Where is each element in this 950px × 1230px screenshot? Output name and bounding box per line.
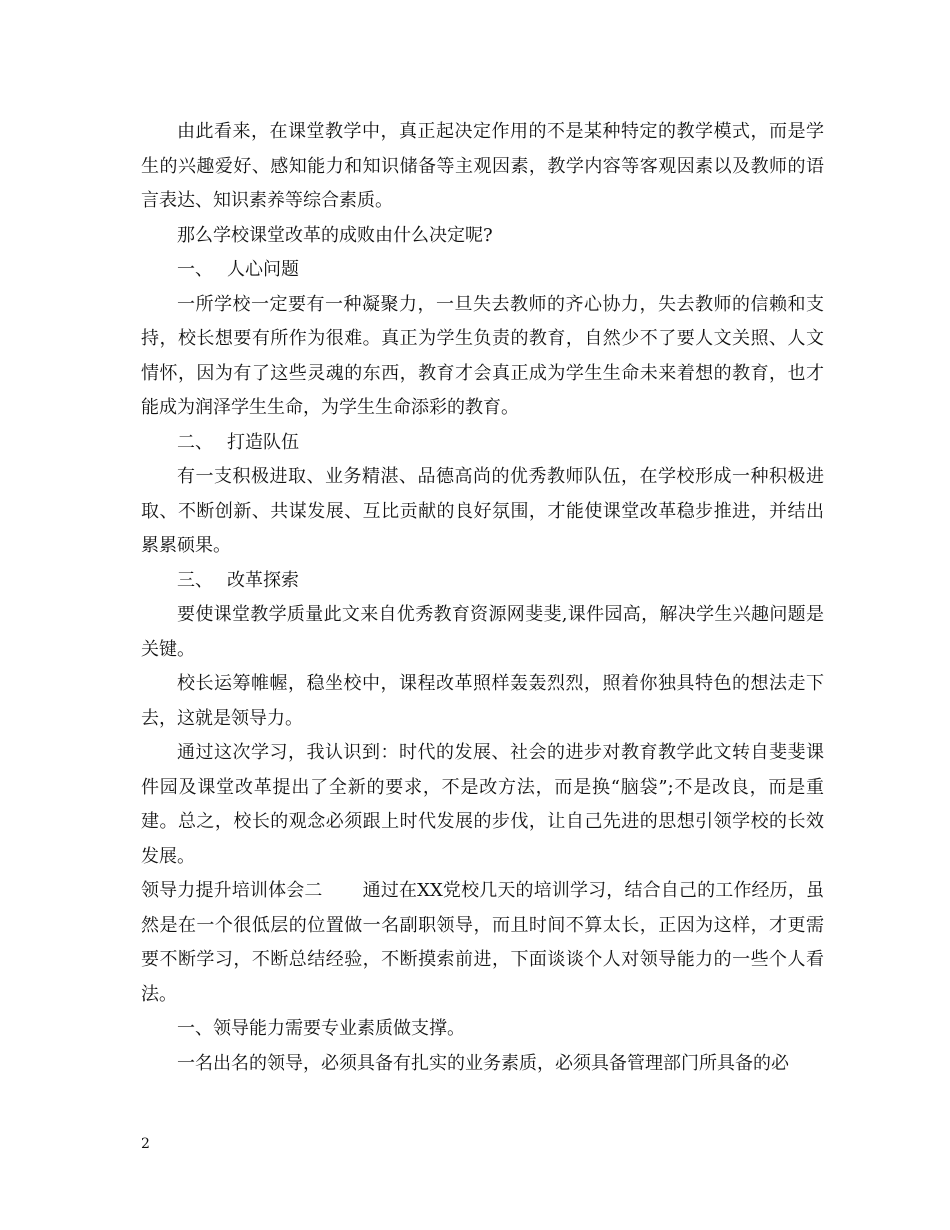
heading-1-number: 一、 <box>177 259 213 280</box>
section-intro: 通过在XX党校几天的培训学习，结合自己的工作经历，虽然是在一个很低层的位置做一名副职领导，而且时间不算太长，正因为这样，才更需要不断学习，不断总结经验，不断摸索前进，下面谈谈个人对领导能力的一些个人看法。 <box>141 880 824 1005</box>
paragraph-point-one: 一、领导能力需要专业素质做支撑。 <box>177 1018 465 1039</box>
paragraph-training-experience <box>141 874 824 1012</box>
paragraph-conclusion: 由此看来，在课堂教学中，真正起决定作用的不是某种特定的教学模式，而是学生的兴趣爱好、感知能力和知识储备等主观因素，教学内容等客观因素以及教师的语言表达、知识素养等综合素质。 <box>141 121 824 211</box>
heading-2 <box>141 426 824 461</box>
heading-2-number: 二、 <box>177 431 213 453</box>
paragraph-cohesion: 一所学校一定要有一种凝聚力，一旦失去教师的齐心协力，失去教师的信赖和支持，校长想要有所作为很难。真正为学生负责的教育，自然少不了要人文关照、人文情怀，因为有了这些灵魂的东西，教育才会真正成为学生生命未来着想的教育，也才能成为润泽学生生命，为学生生命添彩的教育。 <box>141 293 824 418</box>
paragraph-leadership: 校长运筹帷幄，稳坐校中，课程改革照样轰轰烈烈，照着你独具特色的想法走下去，这就是领导力。 <box>141 673 824 729</box>
section-title: 领导力提升培训体会二 <box>141 880 323 901</box>
page-number: 2 <box>141 1136 150 1152</box>
paragraph-question: 那么学校课堂改革的成败由什么决定呢? <box>177 224 493 246</box>
heading-2-text: 打造队伍 <box>227 431 299 453</box>
paragraph-requirements: 一名出名的领导，必须具备有扎实的业务素质，必须具备管理部门所具备的必 <box>177 1052 789 1074</box>
heading-3-text: 改革探索 <box>227 569 299 591</box>
paragraph-learning: 通过这次学习，我认识到：时代的发展、社会的进步对教育教学此文转自斐斐课件园及课堂改革提出了全新的要求，不是改方法，而是换“脑袋”;不是改良，而是重建。总之，校长的观念必须跟上时代发展的步伐，让自己先进的思想引领学校的长效发展。 <box>141 742 824 867</box>
paragraph-team: 有一支积极进取、业务精湛、品德高尚的优秀教师队伍，在学校形成一种积极进取、不断创新、共谋发展、互比贡献的良好氛围，才能使课堂改革稳步推进，并结出累累硕果。 <box>141 466 824 556</box>
paragraph-quality: 要使课堂教学质量此文来自优秀教育资源网斐斐,课件园高，解决学生兴趣问题是关键。 <box>141 604 824 660</box>
heading-1 <box>141 253 824 288</box>
heading-3-number: 三、 <box>177 569 213 591</box>
document-body <box>141 115 824 1081</box>
heading-1-text: 人心问题 <box>227 259 299 280</box>
heading-3 <box>141 564 824 599</box>
